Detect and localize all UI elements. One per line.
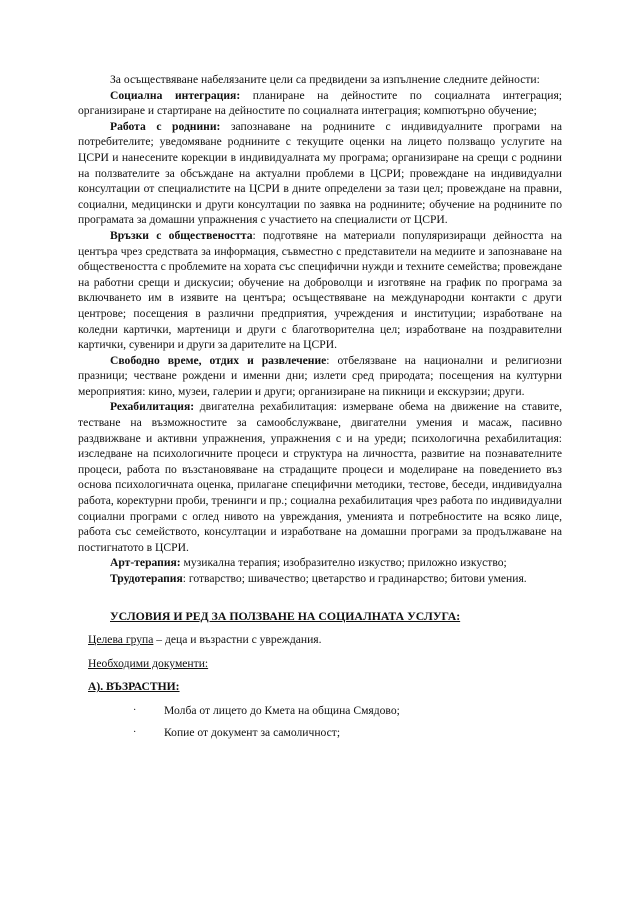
activity-title: Арт-терапия:: [110, 556, 181, 570]
documents-label: Необходими документи:: [88, 656, 209, 670]
activity-public-relations: [78, 228, 562, 353]
bullet-icon: ·: [133, 704, 137, 716]
intro-paragraph: За осъществяване набелязаните цели са предвидени за изпълнение следните дейности:: [110, 73, 540, 86]
activity-social-integration: [78, 88, 562, 119]
documents-list: [78, 703, 562, 747]
activity-title: Рехабилитация:: [110, 400, 195, 414]
list-item-text: Копие от документ за самоличност;: [164, 725, 341, 739]
activity-text: двигателна рехабилитация: измерване обема на движение на ставите, тестване на възможностите за самообслужване, двигателни умения и масаж, пасивно раздвижване и активни упражнения, упражнения с и на уреди; психологична рехабилитация: изследване на психологичните процеси и структура на личността, развитие на познавателните процеси, работа по възстановяване на страдащите процеси и моделиране на поведението въз основа психологичната оценка, прилагане специфични методики, тестове, беседи, индивидуална работа, коректурни проби, тренинги и пр.; социална рехабилитация чрез работа по индивидуални социални програми с оглед нивото на увреждания, уменията и потребностите на всяко лице, работа със семейството, консултации и изработване на домашни програми за продължаване на постигнатото в ЦСРИ.: [78, 400, 562, 554]
target-group-text: – деца и възрастни с увреждания.: [153, 633, 322, 647]
target-group-label: Целева група: [88, 633, 154, 647]
activity-title: Работа с роднини:: [110, 119, 221, 133]
documents-line: [88, 656, 562, 672]
activity-title: Социална интеграция:: [110, 88, 241, 102]
activity-labor-therapy: [78, 571, 562, 587]
document-page: [78, 72, 562, 747]
section-heading: УСЛОВИЯ И РЕД ЗА ПОЛЗВАНЕ НА СОЦИАЛНАТА УСЛУГА:: [110, 608, 461, 623]
activity-text: : отбелязване на национални и религиозни празници; честване рождени и именни дни; излети сред природата; посещения на културни мероприятия: кино, музеи, галерии и други; организиране на пикници и екскурзии; други.: [78, 353, 562, 398]
adults-heading: А). ВЪЗРАСТНИ:: [88, 680, 180, 694]
list-item: [78, 703, 562, 725]
activities-list: [78, 88, 562, 587]
activity-text: планиране на дейностите по социалната интеграция; организиране и стартиране на дейностите по социалната интеграция; компютърно обучение;: [78, 88, 562, 118]
activity-text: музикална терапия; изобразително изкуство; приложно изкуство;: [180, 556, 507, 570]
activity-text: : готварство; шивачество; цветарство и градинарство; битови умения.: [182, 572, 527, 585]
activity-title: Връзки с обществеността: [110, 228, 253, 242]
activity-text: запознаване на роднините с индивидуалните програми на потребителите; уведомяване роднините с текущите оценки на лицето ползващо услугите на ЦСРИ и нанесените корекции в индивидуалната му програма; организиране на срещи с роднини на ползвателите за обсъждане на актуални проблеми в ЦСРИ; провеждане на индивидуални консултации от специалистите на ЦСРИ в дните определени за тази цел; провеждане на правни, социални, медицински и други консултации по заявка на роднините; обучение на роднините по програмата за домашни упражнения с участието на специалисти от ЦСРИ.: [78, 119, 562, 227]
list-item-text: Молба от лицето до Кмета на община Смядово;: [164, 703, 400, 717]
activity-rehabilitation: [78, 399, 562, 555]
bullet-icon: ·: [133, 726, 137, 738]
activity-leisure: [78, 353, 562, 400]
list-item: [78, 725, 562, 747]
target-group-line: [88, 632, 562, 648]
activity-title: Трудотерапия: [110, 572, 183, 585]
activity-relatives: [78, 119, 562, 228]
activity-text: : подготвяне на материали популяризиращи дейността на центъра чрез средствата за информация, съвместно с представители на медиите и запознаване на обществеността с проблемите на хората със специфични нужди и техните семейства; провеждане на работни срещи и дискусии; обучение на доброволци и изготвяне на график по програма за включването им в изявите на центъра; осъществяване на международни контакти с други центрове; посещения в различни предприятия, учреждения и институции; изработване на коледни картички, мартеници и други с благотворителна цел; изработване на поздравителни картички, сувенири и други за дарителите на ЦСРИ.: [78, 228, 562, 352]
activity-art-therapy: [78, 555, 562, 571]
activity-title: Свободно време, отдих и развлечение: [110, 353, 327, 367]
